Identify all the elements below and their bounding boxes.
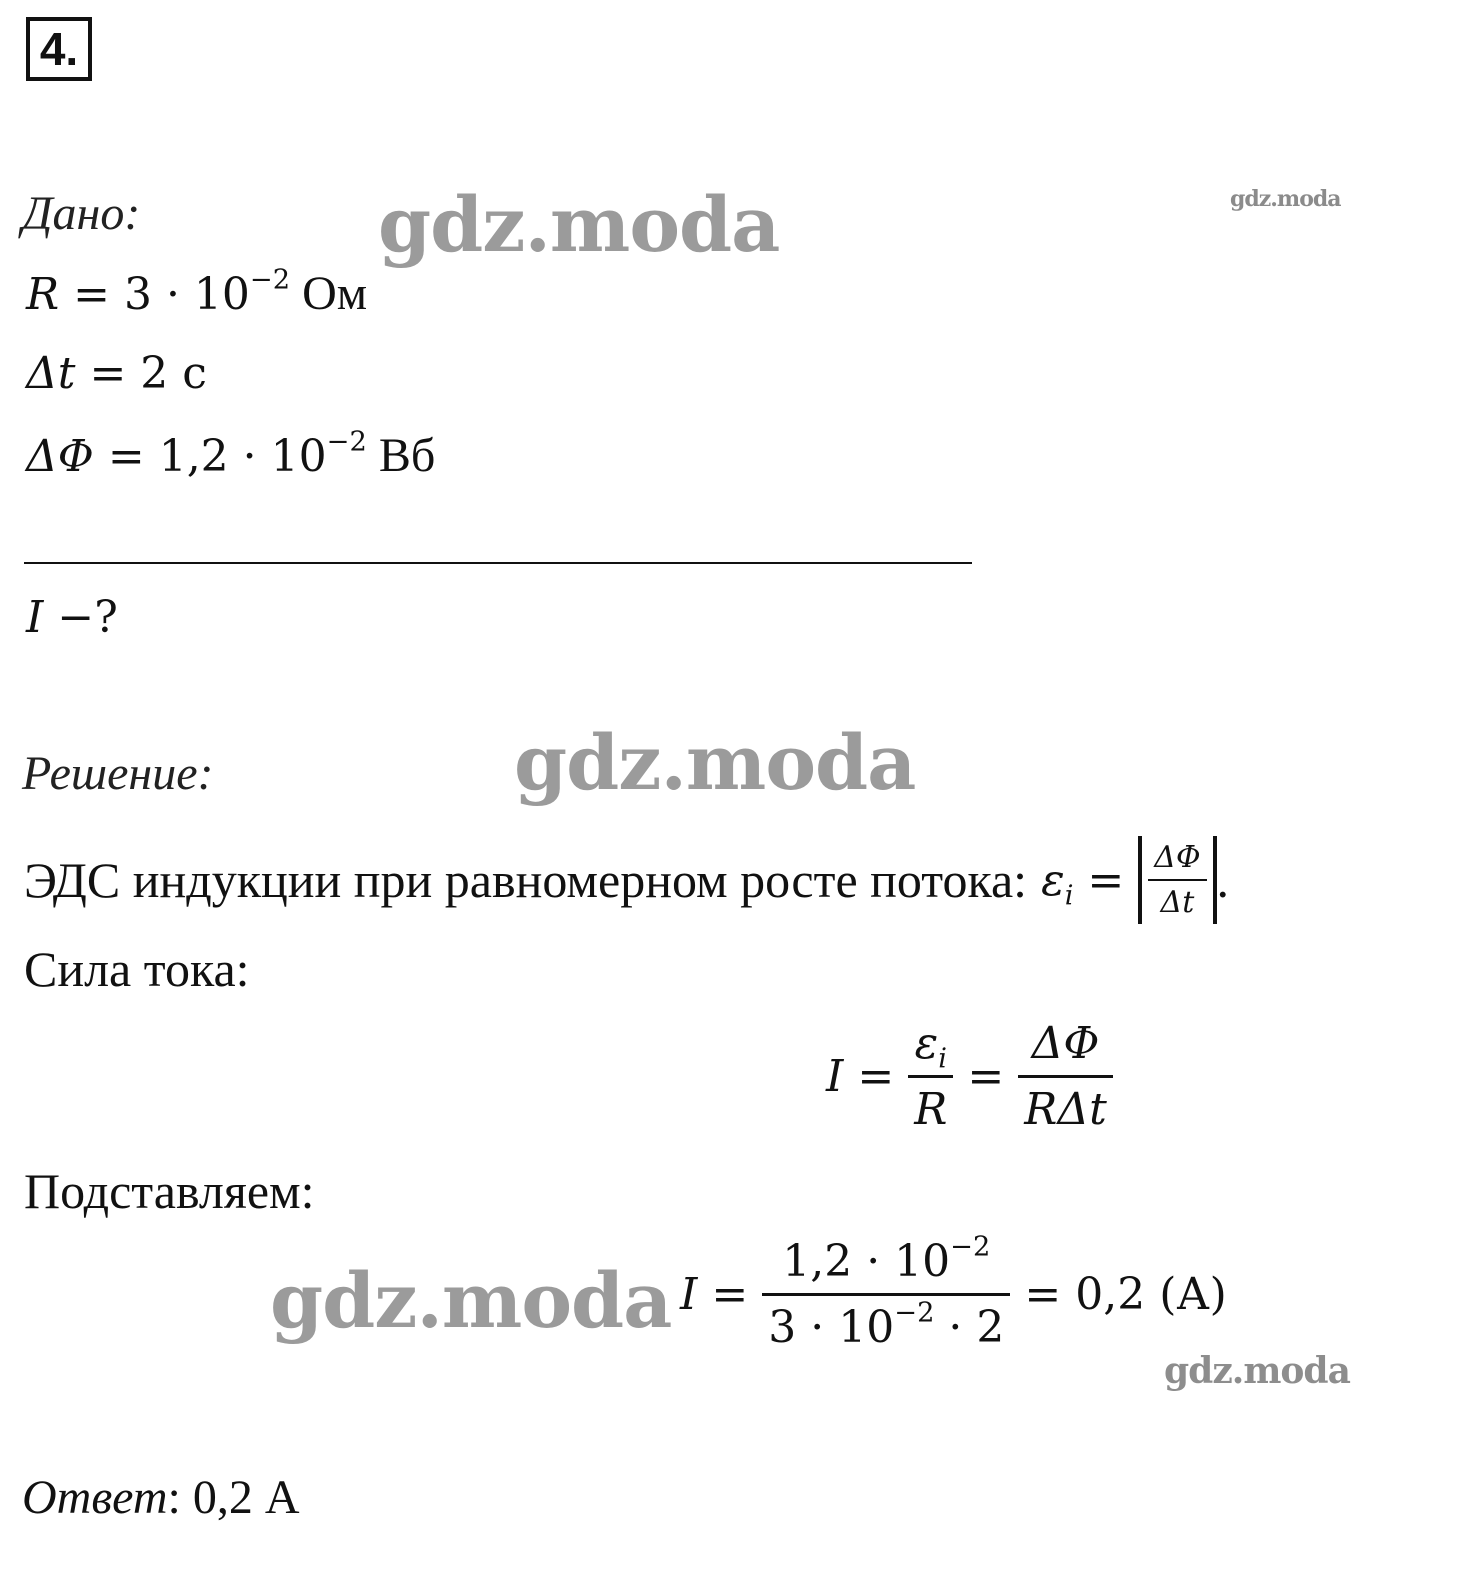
emf-num: ΔΦ	[1154, 840, 1201, 875]
calc-result: = 0,2 (А)	[1024, 1269, 1227, 1320]
answer-value: 0,2 А	[180, 1471, 300, 1524]
calc-num: $1,2 \cdot 10^{-2}$	[782, 1231, 991, 1287]
watermark-1: gdz.moda	[378, 180, 780, 269]
calc-den: $3 \cdot 10^{-2} \cdot 2$	[768, 1297, 1005, 1353]
solution-label: Решение	[22, 747, 198, 800]
dPhi-eq: = 1,2 · 10	[93, 431, 327, 482]
substitute-text: Подставляем:	[24, 1163, 315, 1219]
dPhi-unit: Вб	[366, 429, 436, 482]
R-symbol: R	[26, 269, 60, 320]
calc-lhs: I	[680, 1269, 698, 1320]
watermark-5: gdz.moda	[1164, 1350, 1350, 1392]
current-formula	[826, 1018, 1113, 1135]
dt-symbol: Δt	[26, 348, 76, 399]
given-label: Дано	[22, 187, 125, 240]
R-eq: = 3 · 10	[59, 269, 250, 320]
current-text: Сила тока:	[24, 941, 250, 997]
given-divider	[24, 562, 972, 564]
R-exp: −2	[249, 264, 291, 296]
emf-den: Δt	[1160, 885, 1195, 920]
formula-lhs: I	[826, 1051, 844, 1102]
solution-heading	[22, 746, 214, 801]
emf-end: .	[1216, 852, 1230, 908]
watermark-3: gdz.moda	[514, 718, 916, 807]
emf-line	[24, 836, 1229, 924]
calc-bar	[762, 1293, 1010, 1296]
given-dPhi	[26, 428, 435, 483]
find-line	[26, 592, 118, 643]
f1-num: $\varepsilon_i$	[914, 1018, 948, 1075]
given-heading	[22, 186, 140, 241]
emf-text: ЭДС индукции при равномерном росте потока:	[24, 852, 1028, 908]
dt-eq: = 2 с	[75, 348, 207, 399]
R-unit: Ом	[290, 267, 368, 320]
emf-abs-fraction	[1138, 836, 1216, 924]
emf-eq: =	[1073, 854, 1139, 906]
f2-bar	[1018, 1075, 1113, 1078]
solution-colon: :	[197, 747, 214, 800]
dPhi-exp: −2	[326, 426, 367, 458]
watermark-4: gdz.moda	[270, 1256, 672, 1345]
given-colon: :	[124, 187, 141, 240]
formula-eq1: =	[857, 1051, 895, 1102]
emf-fraction	[1148, 840, 1206, 920]
formula-eq2: =	[967, 1051, 1005, 1102]
given-R	[26, 266, 367, 321]
emf-lhs: $\varepsilon_i$	[1041, 854, 1074, 912]
f1-bar	[908, 1075, 953, 1078]
emf-frac-bar	[1148, 879, 1206, 881]
calc-fraction	[762, 1231, 1010, 1353]
answer-label: Ответ	[22, 1471, 168, 1524]
problem-number: 4.	[26, 17, 92, 81]
formula-fraction-2	[1018, 1018, 1113, 1135]
given-dt	[26, 348, 207, 399]
f2-den: RΔt	[1024, 1084, 1107, 1135]
f1-den: R	[914, 1084, 948, 1135]
f2-num: ΔΦ	[1031, 1018, 1100, 1069]
dPhi-symbol: ΔΦ	[26, 431, 94, 482]
answer-line	[22, 1470, 300, 1525]
answer-colon: :	[167, 1471, 181, 1524]
calc-eq1: =	[711, 1269, 749, 1320]
find-symbol: I	[26, 592, 44, 643]
formula-fraction-1	[908, 1018, 953, 1135]
calc-formula	[680, 1231, 1227, 1353]
watermark-2: gdz.moda	[1230, 186, 1341, 212]
find-rest: −?	[43, 592, 118, 643]
